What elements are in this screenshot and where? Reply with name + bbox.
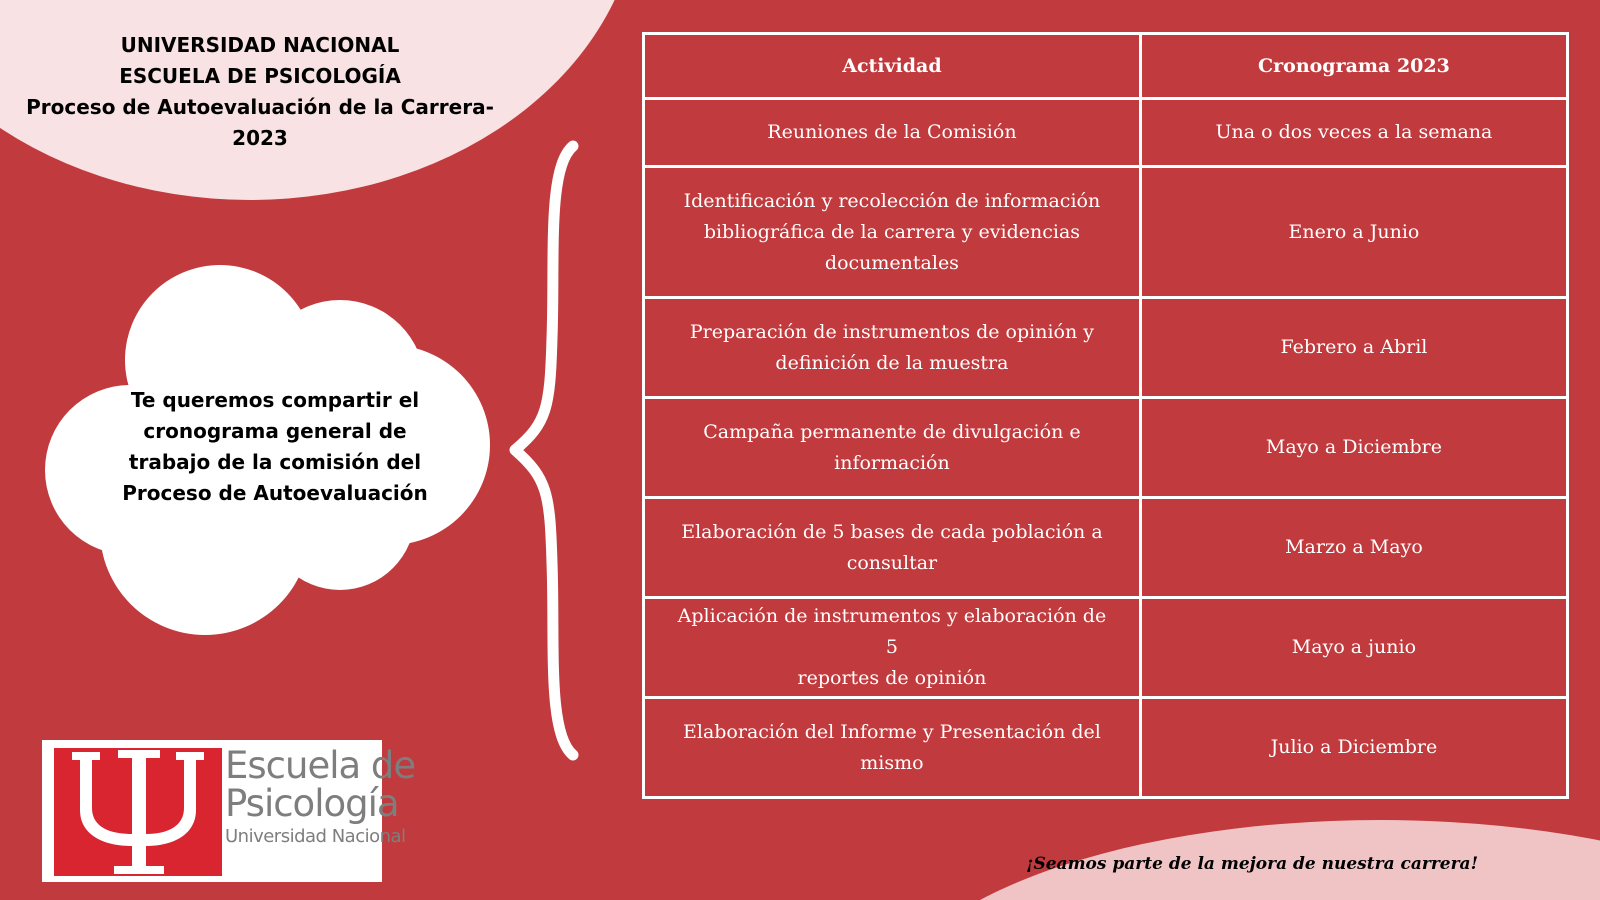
activity-line: reportes de opinión (797, 667, 987, 689)
table-row (644, 398, 1568, 498)
schedule-table (642, 32, 1569, 799)
callout-line: Proceso de Autoevaluación (122, 481, 428, 505)
table-row (644, 298, 1568, 398)
table-row (644, 99, 1568, 167)
header-activity: Actividad (644, 34, 1141, 99)
activity-line: información (834, 451, 950, 474)
cloud-callout (40, 265, 510, 635)
curly-brace (505, 138, 585, 763)
activity-cell (644, 598, 1141, 698)
table-header-row (644, 34, 1568, 99)
activity-line: Aplicación de instrumentos y elaboración de 5 (677, 605, 1107, 658)
activity-line: documentales (824, 251, 959, 274)
school-logo (42, 740, 416, 882)
psi-logo-icon (54, 748, 222, 876)
activity-cell (644, 498, 1141, 598)
activity-line: Elaboración de 5 bases de cada población a (681, 520, 1103, 543)
activity-line: Campaña permanente de divulgación e (703, 420, 1081, 443)
activity-line: Reuniones de la Comisión (767, 121, 1017, 143)
activity-cell (644, 167, 1141, 298)
activity-cell (644, 698, 1141, 798)
activity-line: definición de la muestra (775, 351, 1009, 374)
table-row (644, 698, 1568, 798)
logo-text-line1: Escuela de (225, 744, 416, 787)
table-row (644, 598, 1568, 698)
table-row (644, 167, 1568, 298)
schedule-cell: Mayo a junio (1140, 598, 1567, 698)
activity-line: bibliográfica de la carrera y evidencias (703, 220, 1081, 243)
activity-cell (644, 99, 1141, 167)
activity-line: consultar (846, 551, 938, 574)
callout-line: Te queremos compartir el (130, 388, 420, 412)
schedule-cell: Enero a Junio (1140, 167, 1567, 298)
callout-line: trabajo de la comisión del (128, 450, 422, 474)
logo-text-line2: Psicología (225, 782, 399, 825)
header-university: UNIVERSIDAD NACIONAL (120, 33, 400, 57)
header-year: 2023 (232, 126, 288, 150)
schedule-cell: Mayo a Diciembre (1140, 398, 1567, 498)
callout-text (110, 385, 440, 509)
activity-line: Identificación y recolección de información (683, 189, 1101, 212)
schedule-cell: Febrero a Abril (1140, 298, 1567, 398)
activity-cell (644, 398, 1141, 498)
logo-text-line3: Universidad Nacional (225, 826, 406, 847)
page-header (20, 30, 500, 154)
footer-slogan: ¡Seamos parte de la mejora de nuestra carrera! (1026, 854, 1479, 874)
schedule-cell: Una o dos veces a la semana (1140, 99, 1567, 167)
activity-cell (644, 298, 1141, 398)
header-school: ESCUELA DE PSICOLOGÍA (119, 64, 401, 88)
table-row (644, 498, 1568, 598)
activity-line: mismo (860, 751, 924, 774)
header-process: Proceso de Autoevaluación de la Carrera- (26, 95, 494, 119)
activity-line: Preparación de instrumentos de opinión y (689, 320, 1095, 343)
header-schedule: Cronograma 2023 (1140, 34, 1567, 99)
activity-line: Elaboración del Informe y Presentación del (683, 720, 1101, 743)
schedule-cell: Marzo a Mayo (1140, 498, 1567, 598)
schedule-cell: Julio a Diciembre (1140, 698, 1567, 798)
callout-line: cronograma general de (143, 419, 407, 443)
